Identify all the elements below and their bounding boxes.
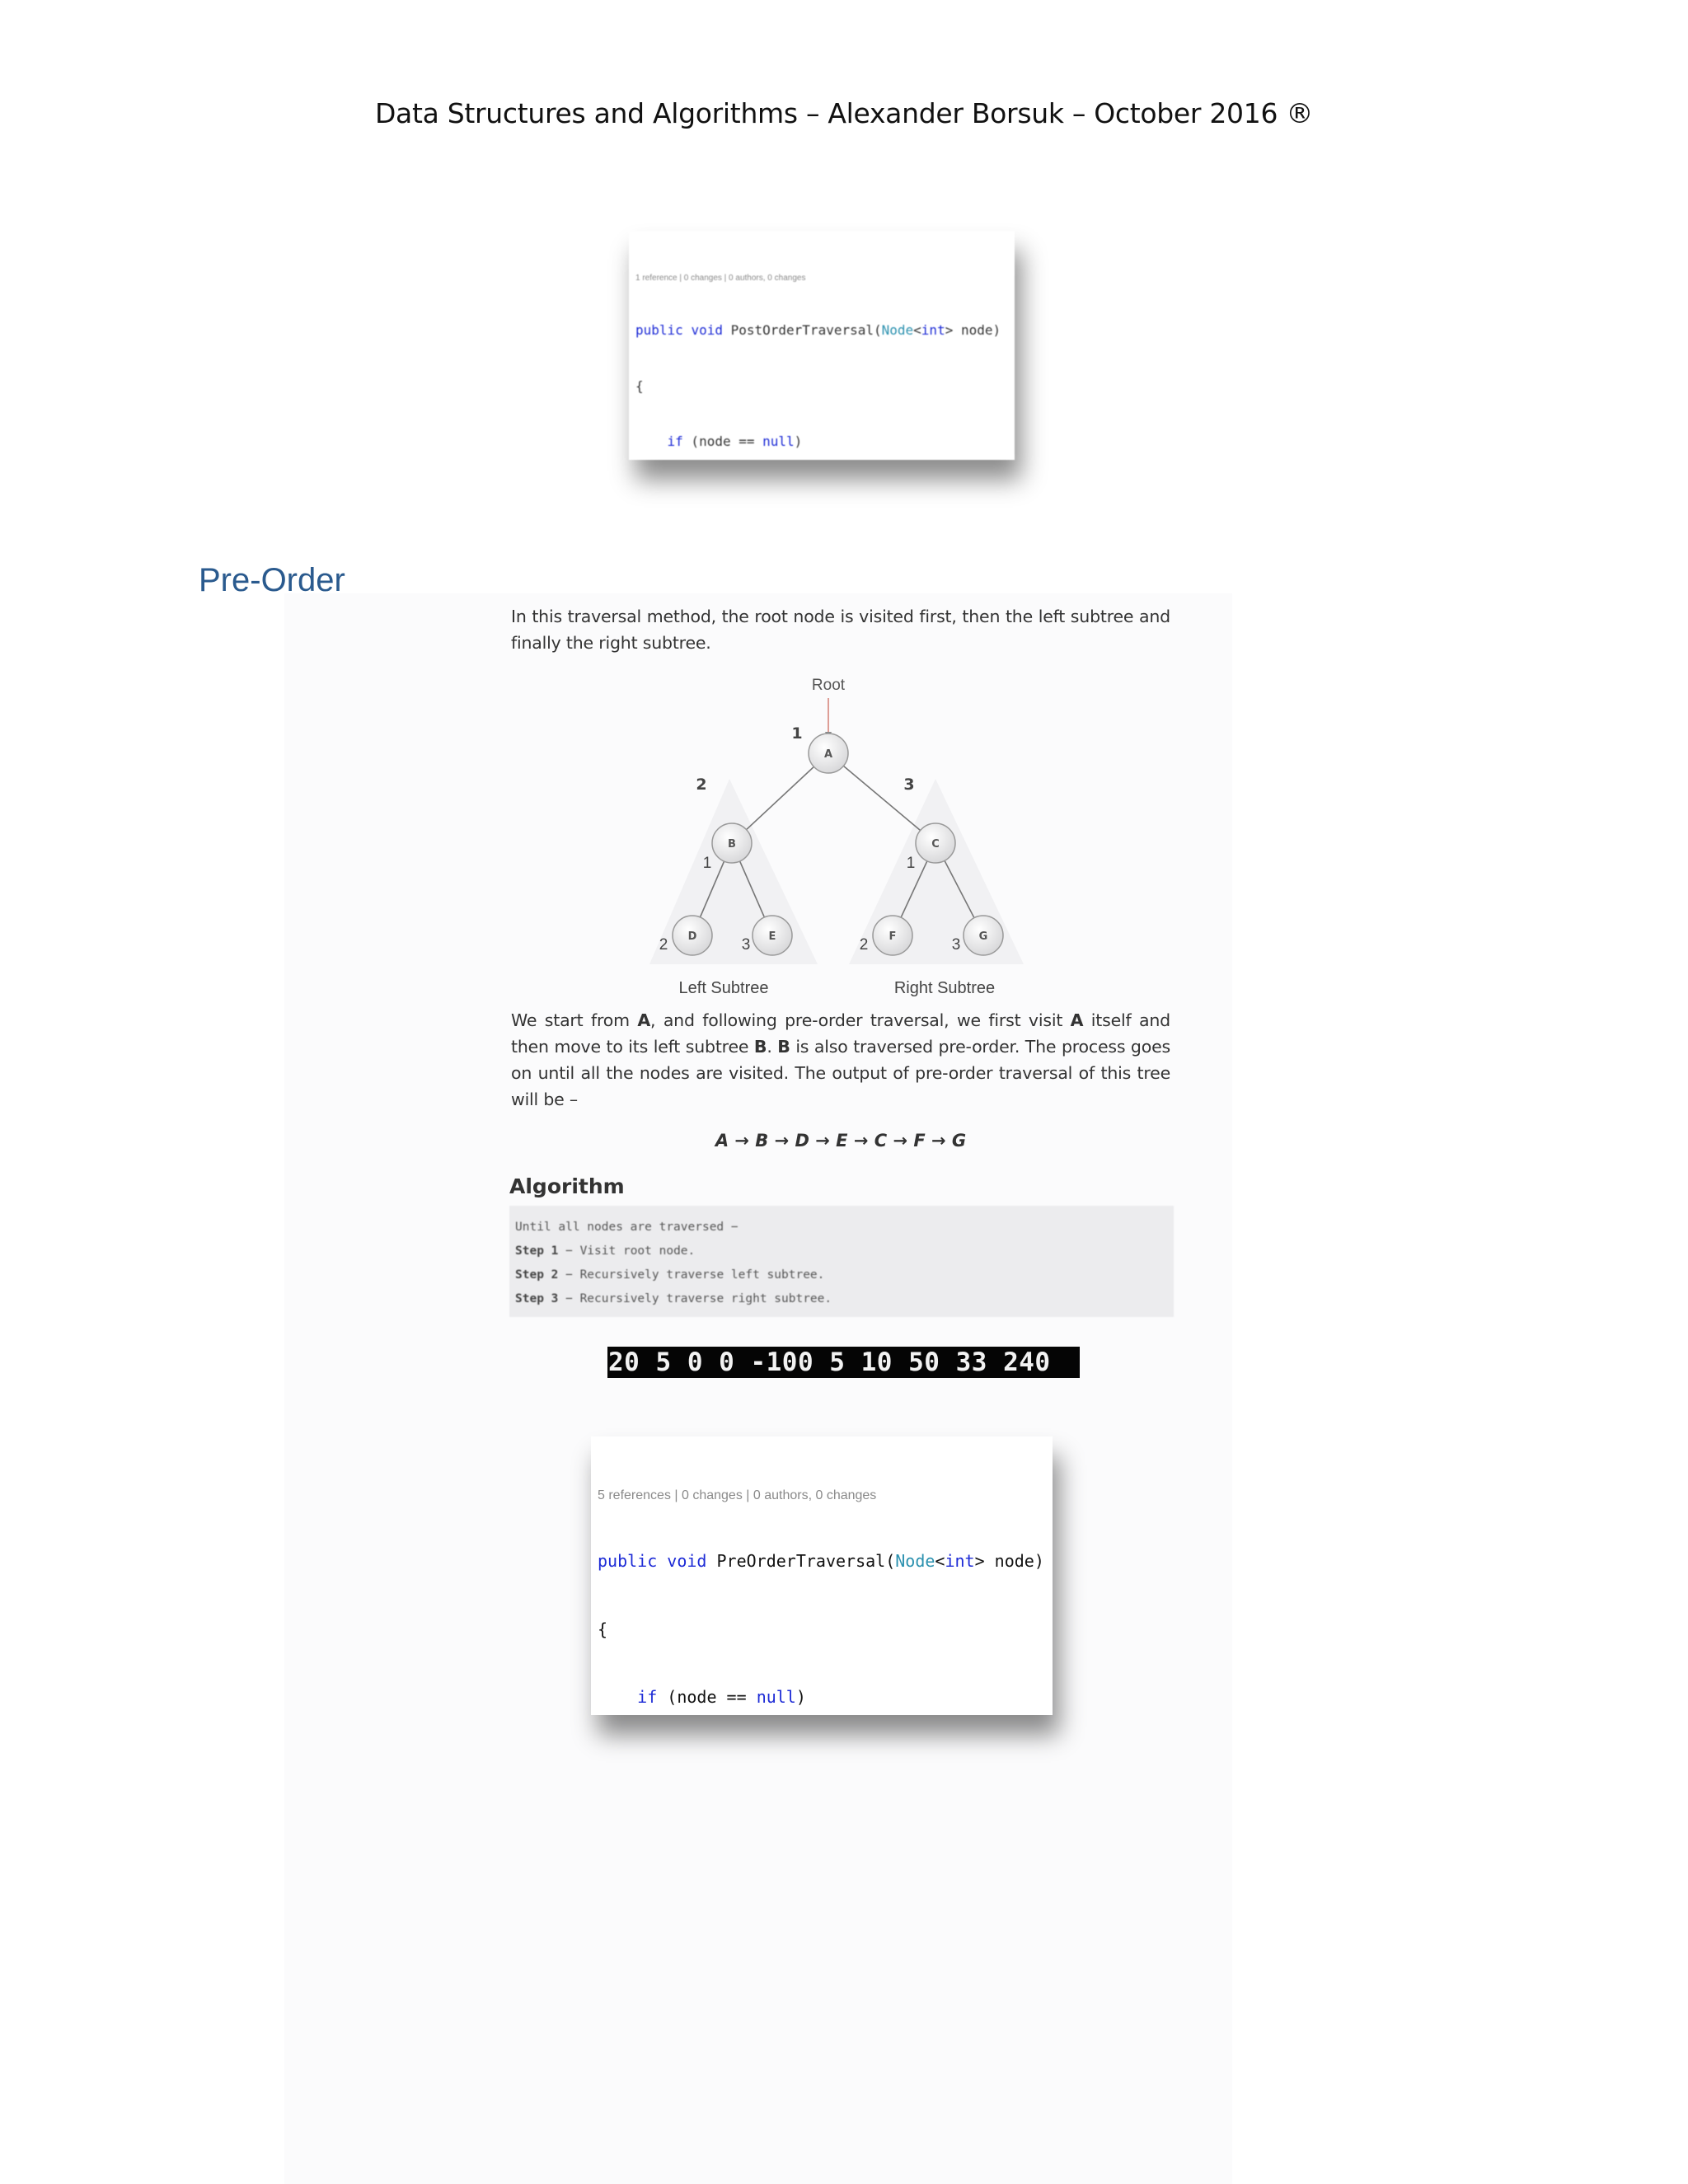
step-number: 2 bbox=[696, 776, 707, 794]
algorithm-step-label: Step 1 bbox=[515, 1244, 559, 1258]
explanation-text: . bbox=[767, 1037, 778, 1057]
explanation-bold: B bbox=[753, 1037, 767, 1057]
explanation-paragraph bbox=[511, 1007, 1170, 1113]
code-meta: 5 references | 0 changes | 0 authors, 0 changes bbox=[598, 1488, 877, 1502]
root-label: Root bbox=[811, 677, 846, 694]
code-line: public void PreOrderTraversal(Node<int> node) bbox=[598, 1551, 1044, 1571]
code-line: if (node == null) bbox=[637, 1687, 806, 1707]
code-meta: 1 reference | 0 changes | 0 authors, 0 changes bbox=[635, 274, 806, 283]
step-number: 3 bbox=[903, 776, 915, 794]
algorithm-step-label: Step 3 bbox=[515, 1292, 559, 1305]
step-number: 1 bbox=[702, 855, 712, 872]
step-number: 3 bbox=[951, 936, 961, 954]
algorithm-heading: Algorithm bbox=[509, 1174, 625, 1198]
explanation-bold: B bbox=[777, 1037, 790, 1057]
explanation-text: We start from bbox=[511, 1010, 638, 1030]
section-heading-pre-order: Pre-Order bbox=[199, 562, 345, 598]
tree-node-c bbox=[916, 823, 955, 863]
tree-node-e bbox=[753, 916, 792, 955]
algorithm-text: − Recursively traverse left subtree. bbox=[558, 1268, 825, 1282]
step-number: 2 bbox=[659, 936, 668, 954]
svg-text:B: B bbox=[728, 838, 736, 851]
code-line: if (node == null) bbox=[667, 434, 803, 449]
traversal-sequence: A → B → D → E → C → F → G bbox=[715, 1131, 967, 1151]
algorithm-line bbox=[515, 1287, 1168, 1311]
algorithm-step-label: Step 2 bbox=[515, 1268, 559, 1282]
algorithm-line bbox=[515, 1263, 1168, 1287]
svg-text:A: A bbox=[823, 748, 833, 761]
step-number: 3 bbox=[741, 936, 751, 954]
tree-node-a bbox=[809, 733, 848, 773]
code-line: { bbox=[598, 1619, 608, 1639]
preorder-tree-diagram bbox=[626, 668, 1055, 1005]
svg-text:E: E bbox=[768, 930, 776, 943]
step-number: 2 bbox=[859, 936, 869, 954]
explanation-text: itself and then move to its left subtree bbox=[511, 1010, 1170, 1057]
svg-text:F: F bbox=[889, 930, 897, 943]
algorithm-text: Until all nodes are traversed − bbox=[515, 1221, 738, 1234]
algorithm-line bbox=[515, 1240, 1168, 1263]
step-number: 1 bbox=[791, 724, 803, 743]
algorithm-text: − Recursively traverse right subtree. bbox=[558, 1292, 832, 1305]
tree-node-g bbox=[964, 916, 1003, 955]
intro-paragraph: In this traversal method, the root node is visited first, then the left subtree and finally the right subtree. bbox=[511, 607, 1170, 653]
tree-node-f bbox=[873, 916, 912, 955]
right-subtree-label: Right Subtree bbox=[893, 979, 996, 997]
algorithm-text: − Visit root node. bbox=[558, 1244, 696, 1258]
step-number: 1 bbox=[906, 855, 916, 872]
tree-node-b bbox=[712, 823, 752, 863]
explanation-text: is also traversed pre-order. The process goes on until all the nodes are visited. The output of pre-order traversal of this tree will be – bbox=[511, 1037, 1170, 1109]
svg-text:G: G bbox=[978, 930, 988, 943]
page-header: Data Structures and Algorithms – Alexander Borsuk – October 2016 ® bbox=[374, 97, 1314, 129]
left-subtree-label: Left Subtree bbox=[678, 979, 769, 997]
algorithm-line bbox=[515, 1216, 1168, 1240]
explanation-text: , and following pre-order traversal, we first visit bbox=[650, 1010, 1071, 1030]
code-line: public void PostOrderTraversal(Node<int> node) bbox=[635, 322, 1001, 338]
svg-text:C: C bbox=[931, 838, 940, 851]
code-line: { bbox=[635, 377, 644, 394]
console-output: 20 5 0 0 -100 5 10 50 33 240 bbox=[607, 1347, 1080, 1378]
svg-text:D: D bbox=[687, 930, 697, 943]
postorder-code-screenshot bbox=[629, 231, 1015, 460]
explanation-bold: A bbox=[637, 1010, 651, 1030]
algorithm-box bbox=[509, 1206, 1174, 1317]
explanation-bold: A bbox=[1070, 1010, 1084, 1030]
preorder-code-screenshot bbox=[591, 1436, 1053, 1715]
tree-node-d bbox=[673, 916, 712, 955]
